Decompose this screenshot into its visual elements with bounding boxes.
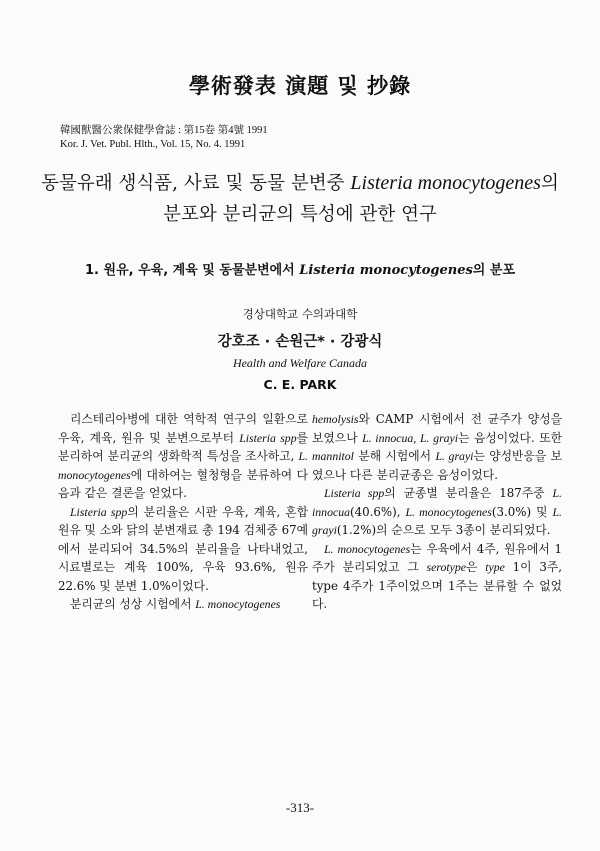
abstract-paragraph: hemolysis와 CAMP 시험에서 전 균주가 양성을 보였으나 L. innocua, L. grayi는 음성이었다. 또한 mannitol 분해 시험에서 L. grayi는 양성반응을 보였으나 다른 분리균종은 음성이었다. xyxy=(312,412,562,482)
section-title: 學術發表 演題 및 抄錄 xyxy=(188,73,412,98)
affiliation-korean: 경상대학교 수의과대학 xyxy=(242,307,358,321)
paper-subtitle: 1. 원유, 우육, 계육 및 동물분변에서 Listeria monocytogenes의 분포 xyxy=(85,263,515,278)
abstract-left-column xyxy=(58,410,308,614)
abstract-paragraph: L. monocytogenes는 우육에서 4주, 원유에서 1주가 분리되었고 그 serotype은 type 1이 3주, type 4주가 1주이었으며 1주는 분류할 수 없었다. xyxy=(312,541,563,611)
paper-title-line1: 동물유래 생식품, 사료 및 동물 분변중 Listeria monocytogenes의 xyxy=(41,172,559,194)
paper-title-line2: 분포와 분리균의 특성에 관한 연구 xyxy=(163,204,437,225)
affiliation-canada: Health and Welfare Canada xyxy=(232,356,368,370)
journal-citation-korean: 韓國獸醫公衆保健學會誌 : 第15卷 第4號 1991 xyxy=(60,125,268,136)
journal-citation-english: Kor. J. Vet. Publ. Hlth., Vol. 15, No. 4. 1991 xyxy=(60,139,246,150)
authors-korean: 강호조 · 손원근* · 강광식 xyxy=(217,334,383,350)
abstract-paragraph: Listeria spp의 분리율은 시판 우육, 계육, 혼합원유 및 소와 닭의 분변재료 총 194 검체중 67예에서 분리되어 34.5%의 분리율을 나타내었고, 시료별로는 계육 100%, 우육 93.6%, 원유 22.6% 및 분변 1.0%이었다. xyxy=(58,504,308,593)
journal-citation xyxy=(60,124,268,152)
species-name: Listeria monocytogenes xyxy=(299,263,473,278)
author-park: C. E. PARK xyxy=(263,377,337,392)
abstract-paragraph: 분리균의 성상 시험에서 L. monocytogenes xyxy=(70,597,281,611)
abstract-paragraph: Listeria spp의 균종별 분리율은 187주중 L. innocua(40.6%), L. monocytogenes(3.0%) 및 L. grayi(1.2%)의 순으로 모두 3종이 분리되었다. xyxy=(312,486,563,537)
abstract-paragraph: 리스테리아병에 대한 역학적 연구의 일환으로 우육, 계육, 원유 및 분변으로부터 Listeria spp를 분리하여 분리균의 생화학적 특성을 조사하고, L. monocytogenes에 대하여는 혈청형을 분류하여 다음과 같은 결론을 얻었다. xyxy=(58,412,308,500)
abstract-right-column xyxy=(312,410,562,614)
species-name: Listeria monocytogenes xyxy=(350,172,541,194)
page-number: -313- xyxy=(285,800,315,815)
